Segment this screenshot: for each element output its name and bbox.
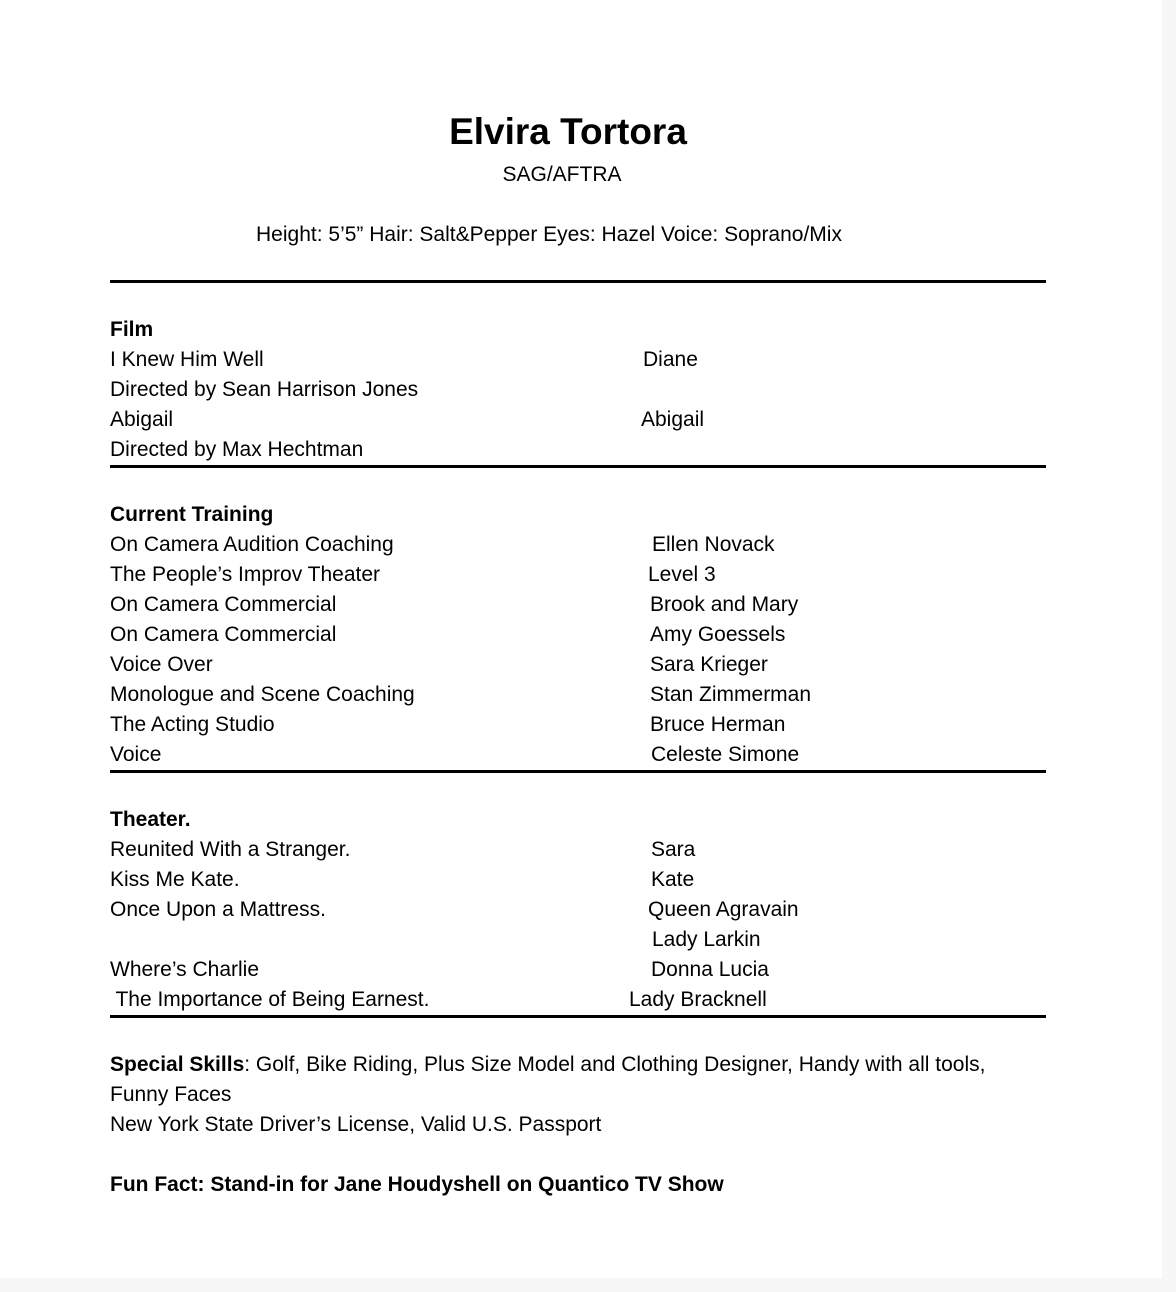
training-teacher: Ellen Novack xyxy=(652,533,775,556)
theater-row xyxy=(110,895,1046,925)
theater-show: Reunited With a Stranger. xyxy=(110,838,351,861)
theater-show: Kiss Me Kate. xyxy=(110,868,240,891)
theater-role: Sara xyxy=(651,838,696,861)
theater-role: Donna Lucia xyxy=(651,958,769,981)
credit-row xyxy=(110,405,1046,435)
credit-role: Abigail xyxy=(641,408,705,431)
training-title: Current Training xyxy=(110,503,274,526)
theater-row xyxy=(110,865,1046,895)
theater-role: Queen Agravain xyxy=(648,898,799,921)
training-teacher: Stan Zimmerman xyxy=(650,683,812,706)
fun-fact: Fun Fact: Stand-in for Jane Houdyshell on Quantico TV Show xyxy=(110,1173,724,1196)
credit-row xyxy=(110,435,1046,465)
training-row xyxy=(110,560,1046,590)
credit-row xyxy=(110,345,1046,375)
film-section xyxy=(110,315,1046,465)
training-course: The Acting Studio xyxy=(110,713,275,736)
training-row xyxy=(110,530,1046,560)
skills-licenses: New York State Driver’s License, Valid U.S. Passport xyxy=(110,1113,602,1136)
training-course: On Camera Commercial xyxy=(110,623,337,646)
training-section xyxy=(110,500,1046,770)
training-row xyxy=(110,620,1046,650)
training-teacher: Level 3 xyxy=(648,563,716,586)
theater-show: Where’s Charlie xyxy=(110,958,259,981)
theater-role: Lady Bracknell xyxy=(629,988,767,1011)
training-row xyxy=(110,710,1046,740)
training-teacher: Celeste Simone xyxy=(651,743,800,766)
training-row xyxy=(110,650,1046,680)
training-row xyxy=(110,740,1046,770)
theater-row xyxy=(110,835,1046,865)
theater-row xyxy=(110,925,1046,955)
credit-director: Directed by Sean Harrison Jones xyxy=(110,378,419,401)
training-teacher: Brook and Mary xyxy=(650,593,799,616)
section-heading xyxy=(110,805,1046,835)
training-teacher: Bruce Herman xyxy=(650,713,786,736)
skills-list: : Golf, Bike Riding, Plus Size Model and Clothing Designer, Handy with all tools, Funny Faces xyxy=(110,1053,986,1106)
film-title: Film xyxy=(110,318,154,341)
training-divider xyxy=(110,770,1046,773)
actor-name: Elvira Tortora xyxy=(449,111,687,152)
section-heading xyxy=(110,500,1046,530)
training-course: Voice xyxy=(110,743,162,766)
credit-director: Directed by Max Hechtman xyxy=(110,438,364,461)
theater-show: Once Upon a Mattress. xyxy=(110,898,326,921)
training-course: The People’s Improv Theater xyxy=(110,563,381,586)
training-course: Voice Over xyxy=(110,653,213,676)
training-course: On Camera Audition Coaching xyxy=(110,533,394,556)
credit-role: Diane xyxy=(643,348,698,371)
credit-row xyxy=(110,375,1046,405)
theater-section xyxy=(110,805,1046,1015)
theater-role: Kate xyxy=(651,868,695,891)
section-heading xyxy=(110,315,1046,345)
theater-divider xyxy=(110,1015,1046,1018)
training-course: Monologue and Scene Coaching xyxy=(110,683,415,706)
skills-paragraph xyxy=(110,1050,1046,1110)
training-row xyxy=(110,680,1046,710)
credit-title: Abigail xyxy=(110,408,174,431)
training-course: On Camera Commercial xyxy=(110,593,337,616)
training-row xyxy=(110,590,1046,620)
theater-row xyxy=(110,985,1046,1015)
union-affiliation: SAG/AFTRA xyxy=(502,163,622,186)
special-skills xyxy=(110,1050,1046,1140)
theater-role: Lady Larkin xyxy=(652,928,761,951)
theater-title: Theater. xyxy=(110,808,191,831)
theater-show: The Importance of Being Earnest. xyxy=(110,988,430,1011)
skills-label: Special Skills xyxy=(110,1053,245,1076)
credit-title: I Knew Him Well xyxy=(110,348,264,371)
training-teacher: Amy Goessels xyxy=(650,623,786,646)
training-teacher: Sara Krieger xyxy=(650,653,768,676)
film-divider xyxy=(110,465,1046,468)
header-divider xyxy=(110,280,1046,283)
theater-row xyxy=(110,955,1046,985)
physical-stats: Height: 5’5” Hair: Salt&Pepper Eyes: Hazel Voice: Soprano/Mix xyxy=(256,223,842,246)
